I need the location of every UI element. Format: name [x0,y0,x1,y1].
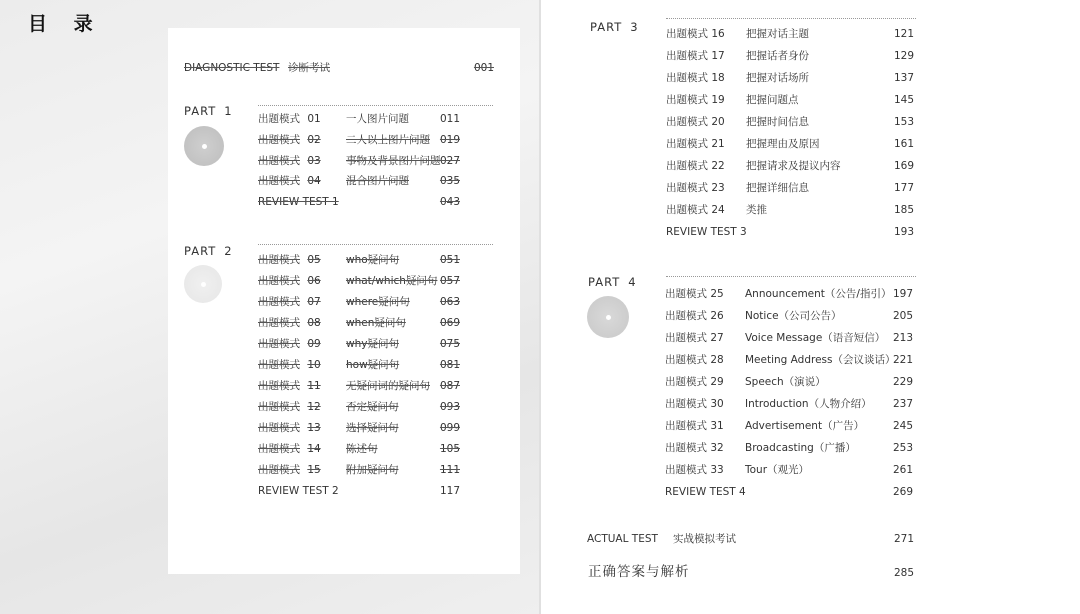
entry-page: 035 [439,175,460,188]
toc-entry[interactable] [666,26,914,42]
part-1-number: 1 [224,104,233,118]
entry-number: 09 [307,338,321,350]
entry-page: 177 [893,182,914,194]
part-3-dotted-rule [666,18,916,19]
entry-label: 出题模式 [258,275,300,287]
entry-number: 07 [307,296,321,308]
toc-entry[interactable] [258,462,460,478]
entry-title: what/which疑问句 [346,275,438,287]
entry-label: 出题模式 [258,443,300,455]
entry-number: 01 [307,113,321,125]
entry-number: 28 [710,354,724,366]
part-4-disc-icon [587,296,629,338]
entry-number: 15 [307,464,321,476]
entry-title: 事物及背景图片问题 [346,154,441,167]
entry-title: Introduction（人物介绍） [745,398,872,410]
toc-entry-diagnostic[interactable] [184,60,494,76]
toc-entry[interactable] [665,308,913,324]
part-4-label [588,275,637,289]
toc-entry[interactable] [258,273,460,289]
part-2-disc-icon [184,265,222,303]
entry-title: who疑问句 [346,254,400,266]
entry-page: 105 [439,443,460,455]
entry-label: 出题模式 [258,133,300,146]
answers-page: 285 [894,567,915,579]
entry-page: 093 [439,401,460,413]
toc-entry[interactable] [666,92,914,108]
actual-test-label: ACTUAL TEST [587,533,658,545]
entry-label: 出题模式 [666,116,708,128]
entry-title: 把握理由及原因 [746,138,820,150]
toc-entry-actual-test[interactable] [587,531,914,547]
toc-entry[interactable] [258,357,460,373]
actual-test-page: 271 [893,533,914,545]
review-test-title: REVIEW TEST 3 [666,226,747,238]
entry-title: 二人以上图片问题 [346,133,430,146]
toc-entry[interactable] [258,173,460,189]
entry-title: 把握话者身份 [746,50,809,62]
entry-title: 混合图片问题 [346,175,409,188]
entry-title: when疑问句 [346,317,406,329]
entry-label: 出题模式 [666,28,708,40]
entry-title: Notice（公司公告） [745,310,842,322]
toc-entry[interactable] [258,399,460,415]
toc-entry[interactable] [665,330,913,346]
entry-number: 16 [711,28,725,40]
entry-title: 否定疑问句 [346,401,399,413]
entry-label: 出题模式 [665,398,707,410]
entry-page: 153 [893,116,914,128]
entry-title: Voice Message（语音短信） [745,332,886,344]
entry-label: 出题模式 [666,72,708,84]
entry-title: Speech（演说） [745,376,826,388]
part-4-number: 4 [628,275,637,289]
part-1-dotted-rule [258,105,493,106]
toc-entry[interactable] [666,70,914,86]
entry-label: 出题模式 [666,138,708,150]
part-1-label [184,104,233,118]
entry-number: 22 [711,160,725,172]
part-2-word: PART [184,244,217,258]
entry-label: 出题模式 [666,160,708,172]
review-test-page: 193 [893,226,914,238]
toc-entry[interactable] [665,374,913,390]
part-2-number: 2 [224,244,233,258]
entry-label: 出题模式 [258,296,300,308]
entry-number: 24 [711,204,725,216]
part-3-label [590,20,639,34]
entry-number: 10 [307,359,321,371]
entry-title: 一人图片问题 [346,113,409,125]
toc-entry[interactable] [665,352,913,368]
entry-label: 出题模式 [258,175,300,188]
entry-page: 137 [893,72,914,84]
entry-title: 选择疑问句 [346,422,399,434]
entry-number: 23 [711,182,725,194]
entry-number: 26 [710,310,724,322]
entry-number: 06 [307,275,321,287]
entry-number: 30 [710,398,724,410]
entry-title: Meeting Address（会议谈话） [745,354,896,366]
toc-entry[interactable] [665,440,913,456]
toc-entry[interactable] [258,315,460,331]
entry-page: 161 [893,138,914,150]
toc-entry[interactable] [665,462,913,478]
actual-test-cn-title: 实战模拟考试 [673,533,736,545]
toc-entry-review-test[interactable] [258,194,460,210]
part-4-word: PART [588,275,621,289]
entry-number: 20 [711,116,725,128]
entry-page: 253 [892,442,913,454]
entry-label: 出题模式 [258,359,300,371]
toc-entry[interactable] [665,396,913,412]
toc-entry-review-test[interactable] [665,484,913,500]
entry-page: 027 [439,154,460,167]
entry-number: 31 [710,420,724,432]
entry-number: 03 [307,154,321,167]
entry-number: 12 [307,401,321,413]
toc-entry[interactable] [258,252,460,268]
entry-number: 14 [307,443,321,455]
entry-page: 069 [439,317,460,329]
entry-title: why疑问句 [346,338,399,350]
entry-label: 出题模式 [258,464,300,476]
entry-label: 出题模式 [666,50,708,62]
toc-entry[interactable] [666,136,914,152]
entry-title: 陈述句 [346,443,378,455]
entry-label: 出题模式 [665,376,707,388]
diagnostic-cn-title: 诊断考试 [288,62,330,74]
entry-page: 051 [439,254,460,266]
review-test-page: 043 [439,196,460,209]
entry-page: 145 [893,94,914,106]
entry-page: 057 [439,275,460,287]
toc-entry[interactable] [666,158,914,174]
entry-label: 出题模式 [666,204,708,216]
diagnostic-page: 001 [473,62,494,74]
part-1-word: PART [184,104,217,118]
entry-page: 111 [439,464,460,476]
entry-title: Broadcasting（广播） [745,442,856,454]
toc-entry[interactable] [258,336,460,352]
entry-label: 出题模式 [665,464,707,476]
toc-entry[interactable] [666,202,914,218]
entry-page: 063 [439,296,460,308]
entry-number: 18 [711,72,725,84]
entry-title: 把握详细信息 [746,182,809,194]
entry-page: 261 [892,464,913,476]
review-test-title: REVIEW TEST 1 [258,196,339,209]
entry-title: 类推 [746,204,767,216]
toc-entry[interactable] [666,180,914,196]
entry-page: 121 [893,28,914,40]
entry-title: Announcement（公告/指引） [745,288,892,300]
entry-number: 17 [711,50,725,62]
part-4-dotted-rule [666,276,916,277]
review-test-title: REVIEW TEST 4 [665,486,746,498]
entry-page: 099 [439,422,460,434]
entry-page: 087 [439,380,460,392]
toc-entry[interactable] [258,153,460,169]
entry-page: 019 [439,133,460,146]
entry-title: 把握问题点 [746,94,799,106]
entry-number: 04 [307,175,321,188]
entry-label: 出题模式 [665,332,707,344]
entry-label: 出题模式 [258,422,300,434]
entry-label: 出题模式 [665,310,707,322]
part-3-word: PART [590,20,623,34]
entry-label: 出题模式 [258,338,300,350]
entry-title: 把握对话主题 [746,28,809,40]
answers-title[interactable]: 正确答案与解析 [588,564,690,580]
part-2-label [184,244,233,258]
entry-number: 13 [307,422,321,434]
part-2-dotted-rule [258,244,493,245]
toc-entry[interactable] [666,114,914,130]
entry-title: 附加疑问句 [346,464,399,476]
entry-label: 出题模式 [665,288,707,300]
entry-page: 221 [892,354,913,366]
entry-title: where疑问句 [346,296,410,308]
entry-number: 08 [307,317,321,329]
toc-entry[interactable] [665,418,913,434]
entry-label: 出题模式 [258,154,300,167]
entry-page: 245 [892,420,913,432]
toc-entry[interactable] [258,420,460,436]
entry-page: 169 [893,160,914,172]
entry-number: 25 [710,288,724,300]
entry-title: 把握对话场所 [746,72,809,84]
entry-label: 出题模式 [258,113,300,125]
toc-entry[interactable] [258,111,460,127]
toc-entry[interactable] [665,286,913,302]
entry-label: 出题模式 [258,254,300,266]
diagnostic-label: DIAGNOSTIC TEST [184,62,280,74]
entry-label: 出题模式 [666,94,708,106]
toc-entry[interactable] [258,132,460,148]
toc-entry[interactable] [258,441,460,457]
entry-page: 185 [893,204,914,216]
entry-page: 197 [892,288,913,300]
toc-entry-review-test[interactable] [258,483,460,499]
entry-number: 02 [307,133,321,146]
entry-number: 32 [710,442,724,454]
entry-page: 081 [439,359,460,371]
entry-page: 075 [439,338,460,350]
entry-title: 把握请求及提议内容 [746,160,841,172]
review-test-page: 269 [892,486,913,498]
entry-page: 237 [892,398,913,410]
entry-label: 出题模式 [665,420,707,432]
entry-number: 05 [307,254,321,266]
entry-page: 213 [892,332,913,344]
entry-label: 出题模式 [665,354,707,366]
entry-page: 229 [892,376,913,388]
entry-title: 无疑问词的疑问句 [346,380,430,392]
entry-label: 出题模式 [258,317,300,329]
entry-page: 011 [439,113,460,125]
entry-title: Tour（观光） [745,464,810,476]
entry-number: 19 [711,94,725,106]
entry-number: 29 [710,376,724,388]
part-1-disc-icon [184,126,224,166]
entry-number: 33 [710,464,724,476]
toc-entry[interactable] [666,48,914,64]
entry-label: 出题模式 [666,182,708,194]
entry-label: 出题模式 [665,442,707,454]
toc-entry[interactable] [258,378,460,394]
entry-page: 129 [893,50,914,62]
toc-title: 目 录 [28,13,103,35]
entry-number: 27 [710,332,724,344]
entry-page: 205 [892,310,913,322]
part-3-number: 3 [630,20,639,34]
entry-title: 把握时间信息 [746,116,809,128]
toc-entry-review-test[interactable] [666,224,914,240]
entry-title: Advertisement（广告） [745,420,865,432]
review-test-page: 117 [439,485,460,497]
review-test-title: REVIEW TEST 2 [258,485,339,497]
entry-number: 21 [711,138,725,150]
toc-entry[interactable] [258,294,460,310]
entry-title: how疑问句 [346,359,400,371]
entry-number: 11 [307,380,321,392]
entry-label: 出题模式 [258,401,300,413]
entry-label: 出题模式 [258,380,300,392]
